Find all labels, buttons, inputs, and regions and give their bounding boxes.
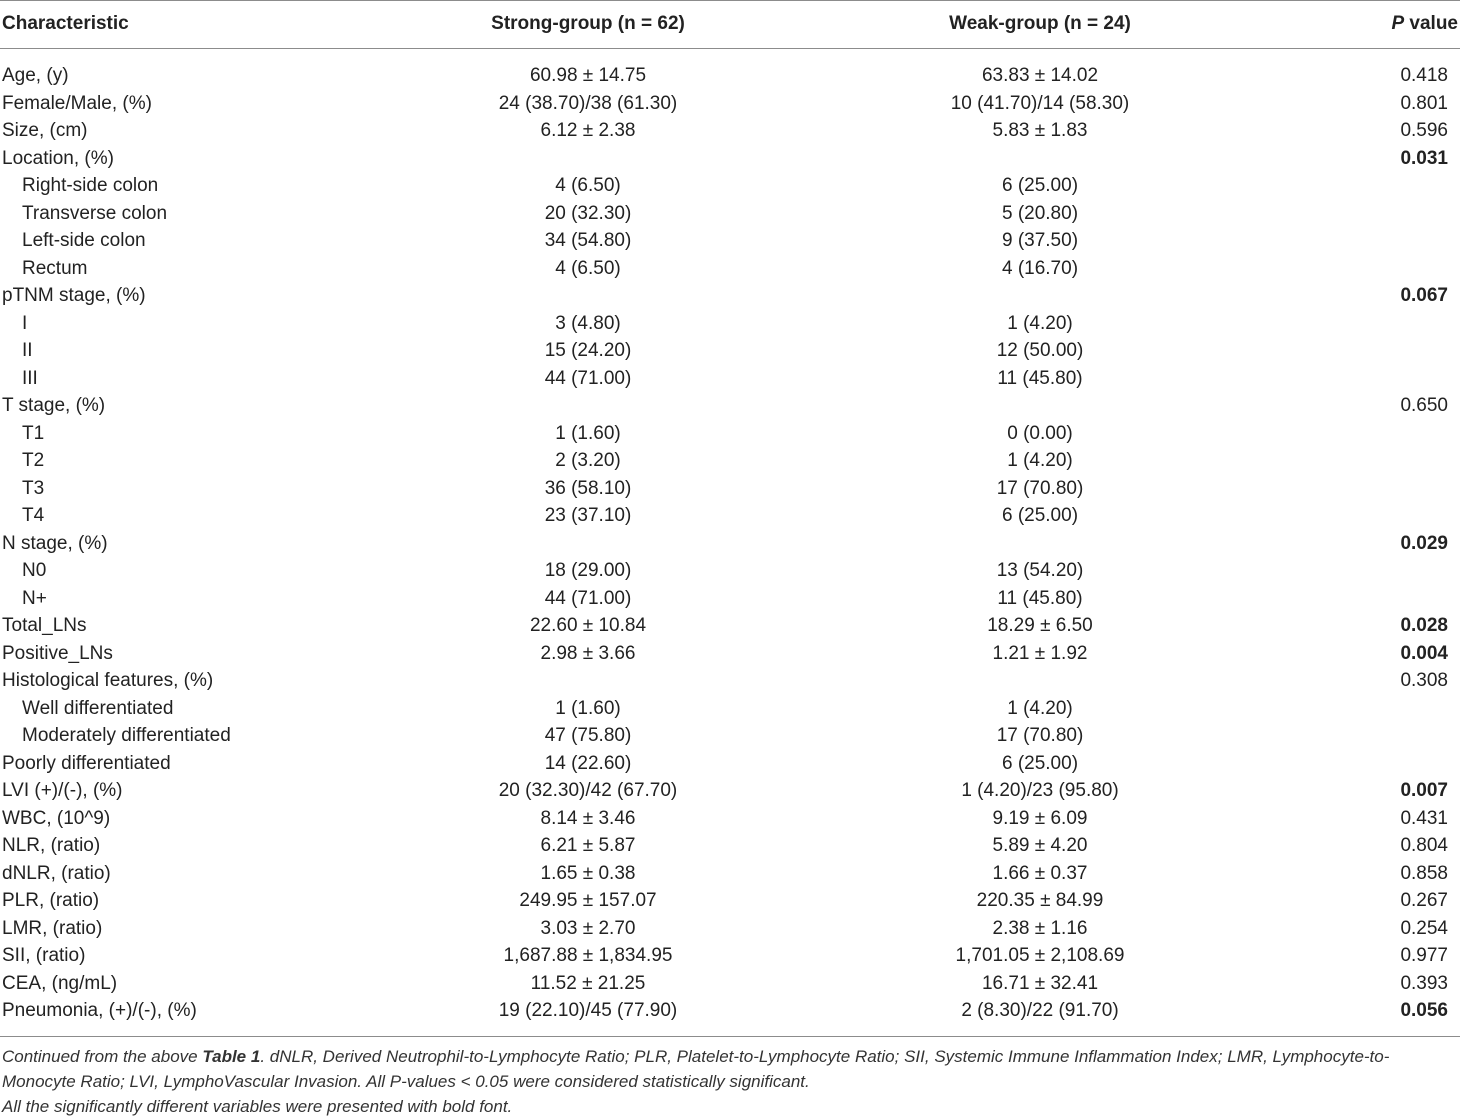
table-row: [0, 310, 1460, 338]
row-label: Age, (y): [2, 65, 69, 86]
row-label: LVI (+)/(-), (%): [2, 780, 123, 801]
row-strong-value: 2.98 ± 3.66: [540, 642, 636, 664]
table-row: [0, 337, 1460, 365]
row-weak-value: 17 (70.80): [996, 725, 1084, 746]
table-row: [0, 942, 1460, 970]
row-label: III: [22, 367, 38, 389]
footnote-table-ref: Table 1: [202, 1047, 261, 1066]
row-strong-value: 1,687.88 ± 1,834.95: [503, 945, 673, 966]
row-weak-value: 17 (70.80): [996, 477, 1084, 499]
row-weak-value: 63.83 ± 14.02: [981, 65, 1099, 86]
row-label: pTNM stage, (%): [2, 285, 146, 306]
row-strong-value: 1.65 ± 0.38: [540, 862, 636, 884]
table-body: [0, 62, 1460, 1025]
row-strong-value: 249.95 ± 157.07: [519, 890, 657, 911]
row-weak-value: 1.66 ± 0.37: [992, 862, 1088, 884]
row-weak-value: 2 (8.30)/22 (91.70): [961, 1000, 1119, 1021]
table-footnote: [2, 1044, 1458, 1094]
row-weak-value: 11 (45.80): [997, 367, 1083, 389]
row-p-value: 0.254: [1400, 917, 1448, 939]
header-p-rest: value: [1404, 13, 1458, 34]
row-strong-value: 11.52 ± 21.25: [530, 972, 646, 994]
table-row: [0, 447, 1460, 475]
row-strong-value: 1 (1.60): [555, 422, 621, 444]
row-weak-value: 6 (25.00): [1001, 752, 1079, 774]
row-strong-value: 44 (71.00): [544, 367, 632, 389]
row-weak-value: 16.71 ± 32.41: [981, 972, 1099, 994]
table-row: [0, 255, 1460, 283]
row-label: T3: [22, 477, 45, 499]
row-weak-value: 0 (0.00): [1007, 422, 1073, 444]
row-strong-value: 23 (37.10): [544, 505, 632, 526]
table-row: [0, 172, 1460, 200]
row-p-value: 0.029: [1400, 532, 1448, 554]
row-p-value: 0.596: [1400, 120, 1448, 141]
table-row: [0, 805, 1460, 833]
row-label: Transverse colon: [22, 202, 168, 224]
row-weak-value: 10 (41.70)/14 (58.30): [950, 92, 1130, 114]
row-strong-value: 2 (3.20): [555, 450, 621, 471]
row-weak-value: 11 (45.80): [997, 587, 1083, 609]
row-strong-value: 6.12 ± 2.38: [540, 120, 636, 141]
row-label: T2: [22, 450, 45, 471]
row-label: T1: [22, 422, 45, 444]
table-header-rule: [0, 48, 1460, 49]
row-p-value: 0.431: [1400, 807, 1448, 829]
table-bottom-rule: [0, 1036, 1460, 1037]
row-weak-value: 1 (4.20): [1007, 312, 1073, 334]
row-label: Histological features, (%): [2, 670, 214, 691]
table-row: [0, 612, 1460, 640]
row-weak-value: 2.38 ± 1.16: [992, 917, 1088, 939]
table-header: [0, 0, 1460, 48]
row-strong-value: 44 (71.00): [544, 587, 632, 609]
row-label: Well differentiated: [22, 697, 174, 719]
row-strong-value: 20 (32.30): [544, 202, 632, 224]
header-p-italic: P: [1391, 13, 1405, 34]
row-label: Location, (%): [2, 147, 114, 169]
table-row: [0, 282, 1460, 310]
row-weak-value: 12 (50.00): [996, 340, 1084, 361]
table-row: [0, 667, 1460, 695]
row-weak-value: 1 (4.20): [1007, 450, 1073, 471]
row-label: Pneumonia, (+)/(-), (%): [2, 1000, 197, 1021]
table-row: [0, 557, 1460, 585]
row-label: Female/Male, (%): [2, 92, 152, 114]
row-weak-value: 18.29 ± 6.50: [987, 615, 1093, 636]
row-strong-value: 18 (29.00): [544, 560, 632, 581]
row-label: T4: [22, 505, 45, 526]
row-weak-value: 1.21 ± 1.92: [992, 642, 1088, 664]
table-row: [0, 640, 1460, 668]
row-p-value: 0.007: [1400, 780, 1448, 801]
table-footnote-bold-note: All the significantly different variables were presented with bold font.: [2, 1097, 513, 1116]
row-strong-value: 47 (75.80): [544, 725, 632, 746]
table-row: [0, 832, 1460, 860]
row-weak-value: 4 (16.70): [1001, 257, 1079, 279]
row-weak-value: 13 (54.20): [996, 560, 1084, 581]
row-weak-value: 5 (20.80): [1001, 202, 1079, 224]
row-strong-value: 22.60 ± 10.84: [529, 615, 647, 636]
row-label: Right-side colon: [22, 175, 159, 196]
row-label: dNLR, (ratio): [2, 862, 111, 884]
row-strong-value: 14 (22.60): [544, 752, 632, 774]
row-p-value: 0.393: [1400, 972, 1448, 994]
table-row: [0, 530, 1460, 558]
table-row: [0, 970, 1460, 998]
table-row: [0, 750, 1460, 778]
row-weak-value: 1 (4.20)/23 (95.80): [961, 780, 1119, 801]
row-label: T stage, (%): [2, 395, 106, 416]
row-label: SII, (ratio): [2, 945, 86, 966]
row-strong-value: 3.03 ± 2.70: [540, 917, 636, 939]
row-p-value: 0.028: [1400, 615, 1448, 636]
row-p-value: 0.804: [1400, 835, 1448, 856]
row-p-value: 0.031: [1400, 147, 1448, 169]
row-label: N+: [22, 587, 47, 609]
header-p-value: [1391, 13, 1458, 35]
row-p-value: 0.067: [1400, 285, 1448, 306]
row-weak-value: 6 (25.00): [1001, 505, 1079, 526]
table-row: [0, 200, 1460, 228]
row-p-value: 0.801: [1400, 92, 1448, 114]
row-label: Size, (cm): [2, 120, 88, 141]
row-strong-value: 6.21 ± 5.87: [540, 835, 636, 856]
header-strong-group: Strong-group (n = 62): [491, 13, 685, 34]
row-label: Total_LNs: [2, 615, 87, 636]
table-row: [0, 722, 1460, 750]
row-strong-value: 24 (38.70)/38 (61.30): [498, 92, 678, 114]
row-strong-value: 34 (54.80): [544, 230, 632, 251]
row-strong-value: 36 (58.10): [544, 477, 632, 499]
row-label: I: [22, 312, 28, 334]
table-row: [0, 145, 1460, 173]
table-row: [0, 695, 1460, 723]
row-label: II: [22, 340, 33, 361]
table-row: [0, 585, 1460, 613]
table-row: [0, 475, 1460, 503]
row-label: Left-side colon: [22, 230, 146, 251]
table-row: [0, 915, 1460, 943]
row-label: Moderately differentiated: [22, 725, 231, 746]
row-weak-value: 1,701.05 ± 2,108.69: [955, 945, 1125, 966]
row-label: Positive_LNs: [2, 642, 113, 664]
row-p-value: 0.977: [1400, 945, 1448, 966]
row-label: Rectum: [22, 257, 88, 279]
row-weak-value: 5.83 ± 1.83: [992, 120, 1088, 141]
table-row: [0, 887, 1460, 915]
row-label: LMR, (ratio): [2, 917, 103, 939]
row-label: WBC, (10^9): [2, 807, 111, 829]
row-label: PLR, (ratio): [2, 890, 100, 911]
row-label: Poorly differentiated: [2, 752, 171, 774]
row-p-value: 0.308: [1400, 670, 1448, 691]
table-row: [0, 90, 1460, 118]
row-weak-value: 6 (25.00): [1001, 175, 1079, 196]
row-p-value: 0.418: [1400, 65, 1448, 86]
row-strong-value: 19 (22.10)/45 (77.90): [498, 1000, 678, 1021]
header-weak-group: Weak-group (n = 24): [949, 13, 1131, 34]
table-row: [0, 365, 1460, 393]
row-label: NLR, (ratio): [2, 835, 101, 856]
footnote-prefix: Continued from the above: [2, 1047, 203, 1066]
row-strong-value: 15 (24.20): [544, 340, 632, 361]
row-weak-value: 5.89 ± 4.20: [992, 835, 1088, 856]
row-label: CEA, (ng/mL): [2, 972, 118, 994]
row-p-value: 0.267: [1400, 890, 1448, 911]
table-row: [0, 777, 1460, 805]
row-weak-value: 220.35 ± 84.99: [976, 890, 1104, 911]
table-row: [0, 227, 1460, 255]
row-p-value: 0.650: [1400, 395, 1448, 416]
row-strong-value: 3 (4.80): [555, 312, 621, 334]
row-p-value: 0.004: [1400, 642, 1448, 664]
row-label: N stage, (%): [2, 532, 108, 554]
table-row: [0, 502, 1460, 530]
row-weak-value: 9 (37.50): [1001, 230, 1079, 251]
row-strong-value: 8.14 ± 3.46: [540, 807, 636, 829]
table-row: [0, 997, 1460, 1025]
row-weak-value: 9.19 ± 6.09: [992, 807, 1088, 829]
table-row: [0, 117, 1460, 145]
row-strong-value: 4 (6.50): [555, 175, 621, 196]
table-row: [0, 392, 1460, 420]
row-p-value: 0.858: [1400, 862, 1448, 884]
row-label: N0: [22, 560, 47, 581]
row-strong-value: 60.98 ± 14.75: [529, 65, 647, 86]
table-row: [0, 860, 1460, 888]
row-strong-value: 4 (6.50): [555, 257, 621, 279]
row-weak-value: 1 (4.20): [1007, 697, 1073, 719]
row-strong-value: 20 (32.30)/42 (67.70): [498, 780, 678, 801]
footnote-text: . dNLR, Derived Neutrophil-to-Lymphocyte Ratio; PLR, Platelet-to-Lymphocyte Ratio; SII, Systemic Immune Inflammation Index; LMR, Lymphocyte-to-Monocyte Ratio; LVI, LymphoVascular Invasion. All P-values < 0.05 were considered statistically significant.: [2, 1047, 1390, 1091]
table-row: [0, 62, 1460, 90]
table-row: [0, 420, 1460, 448]
header-characteristic: Characteristic: [2, 13, 129, 34]
row-strong-value: 1 (1.60): [555, 697, 621, 719]
row-p-value: 0.056: [1400, 1000, 1448, 1021]
